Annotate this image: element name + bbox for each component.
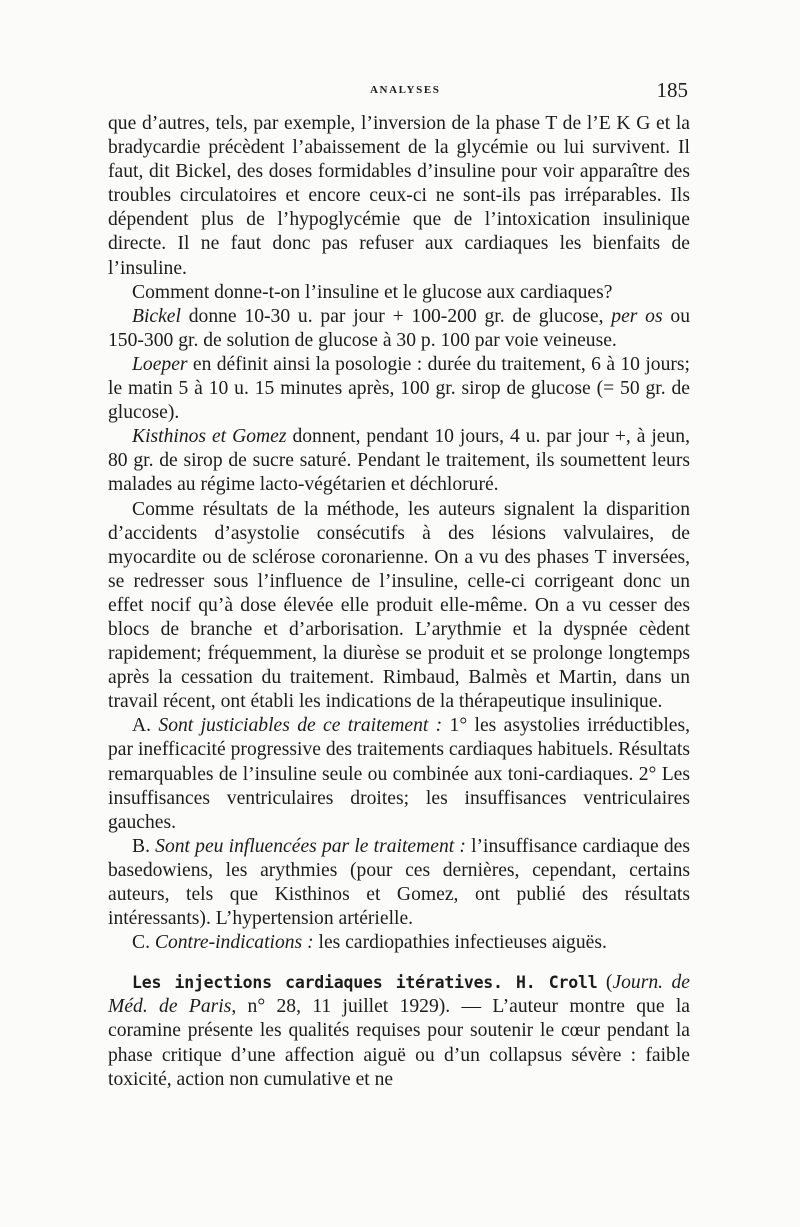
paragraph-10-text-a: ( [597,972,613,994]
paragraph-2: Comment donne-t-on l’insuline et le glucose aux cardiaques? [132,281,613,303]
paragraph-8-italic: Sont peu influencées par le traitement : [155,835,466,857]
page [108,78,690,1092]
running-head [108,78,690,102]
paragraph-4 [108,353,690,425]
paragraph-3 [108,305,690,353]
paragraph-9-text: les cardiopathies infectieuses aiguës. [313,932,607,954]
paragraph-9-italic: Contre-indications : [154,932,314,954]
paragraph-9 [108,931,690,955]
paragraph-7-prefix: A. [132,715,159,737]
per-os: per os [611,305,663,327]
paragraph-9-prefix: C. [132,932,155,954]
author-bickel: Bickel [132,305,181,327]
paragraph-5 [108,425,690,497]
paragraph-8 [108,835,690,931]
journal-title: Journ. de Méd. de Paris [108,972,690,1018]
paragraph-8-prefix: B. [132,835,156,857]
article-heading: Les injections cardiaques itératives. H. Croll [132,973,598,993]
paragraph-8-text: l’insuffisance cardiaque des basedowiens, les arythmies (pour ces dernières, cependant, certains auteurs, tels que Kisthinos et Gomez, ont publié des résultats intéressants). L’hypertension artérielle. [108,835,690,930]
paragraph-3-text-b: ou 150-300 gr. de solution de glucose à 30 p. 100 par voie veineuse. [108,305,690,351]
paragraph-10-text-b: , n° 28, 11 juillet 1929). — L’auteur montre que la coramine présente les qualités requises pour soutenir le cœur pendant la phase critique d’une affection aiguë ou d’un collapsus sévère : faible toxicité, action non cumulative et ne [108,996,690,1090]
paragraph-5-text: donnent, pendant 10 jours, 4 u. par jour +, à jeun, 80 gr. de sirop de sucre saturé. Pendant le traitement, ils soumettent leurs malades au régime lacto-végétarien et déchloruré. [108,426,690,496]
paragraph-3-text-a: donne 10-30 u. par jour + 100-200 gr. de glucose, [180,305,612,327]
author-loeper: Loeper [132,353,188,375]
paragraph-7-italic: Sont justiciables de ce traitement : [158,715,443,737]
page-number: 185 [656,78,688,102]
paragraph-10 [108,971,690,1091]
paragraph-1: que d’autres, tels, par exemple, l’inversion de la phase T de l’E K G et la bradycardie précèdent l’abaissement de la glycémie ou lui survivent. Il faut, dit Bickel, des doses formidables d’insuline pour voir apparaître des troubles circulatoires et encore ceux-ci ne sont-ils pas irréparables. Ils dépendent plus de l’hypoglycémie que de l’intoxication insulinique directe. Il ne faut donc pas refuser aux cardiaques les bienfaits de l’insuline. [108,113,690,279]
paragraph-7-text: 1° les asystolies irréductibles, par inefficacité progressive des traitements cardiaques habituels. Résultats remarquables de l’insuline seule ou combinée aux toni-cardiaques. 2° Les insuffisances ventriculaires droites; les insuffisances ventriculaires gauches. [108,715,691,833]
running-title: ANALYSES [370,84,441,96]
paragraph-7 [108,714,690,834]
paragraph-6: Comme résultats de la méthode, les auteurs signalent la disparition d’accidents d’asystolie consécutifs à des lésions valvulaires, de myocardite ou de sclérose coronarienne. On a vu des phases T inversées, se redresser sous l’influence de l’insuline, celle-ci corrigeant donc un effet nocif qu’à dose élevée elle produit elle-même. On a vu cesser des blocs de branche et d’arborisation. L’arythmie et la dyspnée cèdent rapidement; fréquemment, la diurèse se produit et se prolonge longtemps après la cessation du traitement. Rimbaud, Balmès et Martin, dans un travail récent, ont établi les indications de la thérapeutique insulinique. [108,498,690,713]
author-kisthinos-gomez: Kisthinos et Gomez [132,426,287,448]
paragraph-4-text: en définit ainsi la posologie : durée du traitement, 6 à 10 jours; le matin 5 à 10 u. 15 minutes après, 100 gr. sirop de glucose (= 50 gr. de glucose). [108,353,690,424]
